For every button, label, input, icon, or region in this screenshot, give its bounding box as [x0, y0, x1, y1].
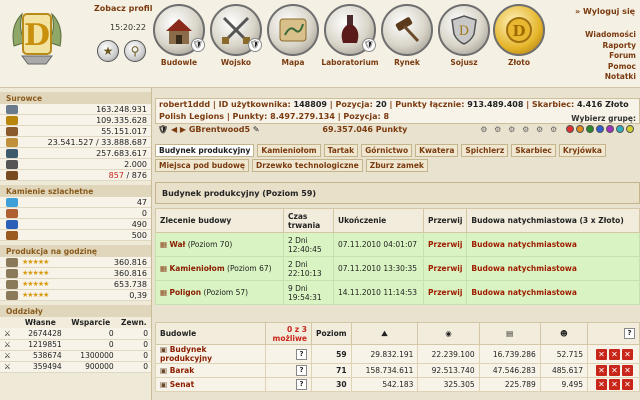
- nav-label: Mapa: [281, 58, 305, 67]
- alliance-points-value: 8.497.279.134: [270, 112, 335, 121]
- unit-support: 0: [65, 339, 117, 350]
- swordsman-icon: ⚔: [0, 339, 16, 350]
- gem-row: [0, 208, 151, 219]
- left-sidebar: [0, 88, 152, 400]
- treasury-value: 4.416 Złoto: [576, 100, 629, 109]
- building-name[interactable]: Senat: [169, 380, 195, 389]
- building-gold-cost: 92.513.740: [418, 364, 479, 378]
- production-stars: ★★★★★: [22, 258, 49, 266]
- tab-0[interactable]: Budynek produkcyjny: [155, 144, 254, 157]
- building-info-cell: [266, 345, 312, 364]
- building-wood-cost: 225.789: [479, 378, 540, 392]
- resource-value: 55.151.017: [101, 126, 147, 136]
- building-name-cell: [156, 364, 266, 378]
- units-table: [0, 317, 151, 373]
- queue-building-level: (Poziom 70): [187, 240, 233, 249]
- nav-laboratorium[interactable]: [321, 4, 379, 67]
- resource-icon: [6, 149, 18, 158]
- queue-building-cell: [156, 281, 284, 305]
- total-points-label: Punkty łącznie:: [395, 100, 465, 109]
- construction-queue-table: [155, 208, 640, 305]
- gem-icon: [6, 209, 18, 218]
- unavailable-x-icon[interactable]: ✕: [596, 365, 607, 376]
- queue-building-level: (Poziom 57): [203, 288, 249, 297]
- queue-building-cell: [156, 257, 284, 281]
- resource-row: [0, 148, 151, 159]
- building-actions-cell: [588, 364, 640, 378]
- nav-budowle[interactable]: [150, 4, 208, 67]
- shield-emblem-icon: [438, 4, 490, 56]
- building-workers-cost: 485.617: [540, 364, 587, 378]
- unit-external: 0: [117, 328, 151, 339]
- total-points-value: 913.489.408: [467, 100, 524, 109]
- production-resource-icon: [6, 291, 18, 300]
- production-value: 0,39: [129, 290, 147, 300]
- queue-instant-cell: [467, 281, 640, 305]
- position-label: Pozycja:: [335, 100, 373, 109]
- wood-resource-icon: ▤: [479, 323, 540, 345]
- resource-value-max: / 876: [123, 170, 147, 180]
- reports-link[interactable]: Raporty: [602, 40, 636, 50]
- unavailable-x-icon[interactable]: ✕: [609, 379, 620, 390]
- top-banner: [0, 0, 640, 88]
- tab-5[interactable]: Spichlerz: [461, 144, 508, 157]
- user-id-label: ID użytkownika:: [218, 100, 291, 109]
- unit-support: 0: [65, 328, 117, 339]
- resource-value: 2.000: [124, 159, 147, 169]
- spearman-icon: ⚔: [0, 361, 16, 372]
- instant-build-link[interactable]: Budowa natychmiastowa: [471, 288, 577, 297]
- main-panel: [155, 98, 640, 400]
- castle-flag-icons: ⚙ ⚙ ⚙ ⚙ ⚙ ⚙: [480, 125, 560, 134]
- building-row: [156, 364, 640, 378]
- resource-row: [0, 126, 151, 137]
- unit-own: 359494: [16, 361, 65, 372]
- units-col-support: Wsparcie: [65, 317, 117, 328]
- resource-row: [0, 159, 151, 170]
- svg-text:D: D: [512, 22, 526, 40]
- building-name[interactable]: Budynek produkcyjny: [160, 345, 213, 363]
- user-id-value: 148809: [293, 100, 327, 109]
- queue-row: [156, 281, 640, 305]
- queue-cancel-cell: [424, 257, 467, 281]
- units-col-own: Własne: [16, 317, 65, 328]
- resource-row: [0, 170, 151, 181]
- buildings-col-level: Poziom: [312, 323, 352, 345]
- building-name-cell: [156, 378, 266, 392]
- help-link[interactable]: Pomoc: [607, 61, 636, 71]
- building-gold-cost: 325.305: [418, 378, 479, 392]
- nav-label: Złoto: [507, 58, 531, 67]
- stone-resource-icon: ⛰: [351, 323, 418, 345]
- resource-icon: [6, 127, 18, 136]
- archer-icon: ⚔: [0, 328, 16, 339]
- resource-value: 163.248.931: [96, 104, 147, 114]
- queue-row: [156, 257, 640, 281]
- building-row: [156, 378, 640, 392]
- production-stars: ★★★★★: [22, 269, 49, 277]
- gem-value: 0: [141, 208, 147, 218]
- gem-icon: [6, 220, 18, 229]
- castle-points: 69.357.046 Punkty: [322, 125, 408, 134]
- gem-row: [0, 219, 151, 230]
- building-row: [156, 345, 640, 364]
- production-resource-icon: [6, 269, 18, 278]
- unavailable-x-icon[interactable]: ✕: [622, 349, 633, 360]
- production-row: [0, 279, 151, 290]
- castle-name[interactable]: GBrentwood5: [188, 125, 251, 134]
- resource-row: [0, 115, 151, 126]
- nav-zloto[interactable]: [490, 4, 548, 67]
- production-stars: ★★★★★: [22, 291, 49, 299]
- gem-value: 490: [131, 219, 147, 229]
- building-name-cell: [156, 345, 266, 364]
- nav-label: Budowle: [160, 58, 198, 67]
- section-header: Budynek produkcyjny (Poziom 59): [155, 182, 640, 204]
- tab-3[interactable]: Górnictwo: [361, 144, 412, 157]
- production-value: 360.816: [113, 268, 147, 278]
- unavailable-x-icon[interactable]: ✕: [622, 365, 633, 376]
- group-dot-7[interactable]: [626, 125, 634, 133]
- building-info-button[interactable]: ?: [296, 379, 307, 390]
- game-logo[interactable]: [8, 6, 66, 66]
- shield-badge-icon: 🛡: [362, 38, 376, 52]
- treasury-label: Skarbiec:: [531, 100, 575, 109]
- building-level: 71: [312, 364, 352, 378]
- player-info-box: [155, 98, 640, 124]
- alliance-position-value: 8: [383, 112, 390, 121]
- nav-label: Wojsko: [220, 58, 252, 67]
- unit-support: 1300000: [65, 350, 117, 361]
- unavailable-x-icon[interactable]: ✕: [609, 349, 620, 360]
- gem-row: [0, 197, 151, 208]
- building-info-button[interactable]: ?: [296, 349, 307, 360]
- queue-finish: 07.11.2010 13:30:35: [334, 257, 424, 281]
- building-info-cell: [266, 378, 312, 392]
- unit-row: [0, 328, 151, 339]
- queue-cancel-cell: [424, 233, 467, 257]
- unit-row: [0, 350, 151, 361]
- resource-icon: [6, 116, 18, 125]
- choose-group-label: Wybierz grupę:: [571, 114, 636, 123]
- messages-link[interactable]: Wiadomości: [585, 30, 636, 39]
- gems-list: [0, 197, 151, 241]
- buildings-col-name: Budowle: [156, 323, 266, 345]
- resources-list: [0, 104, 151, 181]
- castle-icon: [153, 4, 205, 56]
- nav-sojusz[interactable]: [435, 4, 493, 67]
- cancel-link[interactable]: Przerwij: [428, 288, 463, 297]
- unit-external: 0: [117, 350, 151, 361]
- alliance-line: Polish Legions | Punkty: 8.497.279.134 | Pozycja: 8: [159, 112, 390, 121]
- building-actions-cell: [588, 378, 640, 392]
- queue-building-cell: [156, 233, 284, 257]
- units-col-icon: [0, 317, 16, 328]
- right-quick-links: [585, 30, 636, 83]
- player-stats-line: robert1ddd | ID użytkownika: 148809 | Pozycja: 20 | Punkty łącznie: 913.489.408 | Skarbiec: 4.416 Złoto: [159, 100, 629, 109]
- alliance-position-label: Pozycja:: [343, 112, 381, 121]
- cancel-link[interactable]: Przerwij: [428, 264, 463, 273]
- production-value: 360.816: [113, 257, 147, 267]
- resource-value: 257.683.617: [96, 148, 147, 158]
- unit-external: 0: [117, 339, 151, 350]
- building-gold-cost: 22.239.100: [418, 345, 479, 364]
- gem-value: 47: [136, 197, 147, 207]
- alliance-points-label: Punkty:: [232, 112, 268, 121]
- nav-label: Rynek: [394, 58, 420, 67]
- units-col-external: Zewn.: [117, 317, 151, 328]
- unavailable-x-icon[interactable]: ✕: [596, 379, 607, 390]
- gem-row: [0, 230, 151, 241]
- queue-col-cancel: Przerwij: [424, 209, 467, 233]
- group-dot-2[interactable]: [576, 125, 584, 133]
- shield-badge-icon: 🛡: [191, 38, 205, 52]
- queue-finish: 07.11.2010 04:01:07: [334, 233, 424, 257]
- unit-row: [0, 339, 151, 350]
- building-info-button[interactable]: ?: [296, 365, 307, 376]
- building-tabs: [155, 144, 640, 172]
- resource-row: [0, 104, 151, 115]
- group-dot-3[interactable]: [586, 125, 594, 133]
- production-value: 653.738: [113, 279, 147, 289]
- nav-rynek[interactable]: [378, 4, 436, 67]
- unit-own: 2674428: [16, 328, 65, 339]
- nav-label: Laboratorium: [321, 58, 379, 67]
- queue-duration: 9 Dni 19:54:31: [284, 281, 334, 305]
- group-dot-4[interactable]: [596, 125, 604, 133]
- server-clock: 15:20:22: [110, 23, 146, 32]
- castle-emblem-icon: 🛡: [158, 125, 169, 134]
- gavel-icon: [381, 4, 433, 56]
- gem-icon: [6, 198, 18, 207]
- instant-build-link[interactable]: Budowa natychmiastowa: [471, 240, 577, 249]
- tab-4[interactable]: Kwatera: [415, 144, 458, 157]
- nav-wojsko[interactable]: [207, 4, 265, 67]
- buildings-table: [155, 322, 640, 392]
- resource-icon: [6, 160, 18, 169]
- building-name[interactable]: Barak: [169, 366, 195, 375]
- nav-mapa[interactable]: [264, 4, 322, 67]
- resource-value: 109.335.628: [96, 115, 147, 125]
- resource-icon: [6, 171, 18, 180]
- unavailable-x-icon[interactable]: ✕: [596, 349, 607, 360]
- potion-flask-icon: [324, 4, 376, 56]
- tab-2[interactable]: Tartak: [324, 144, 359, 157]
- nav-label: Sojusz: [450, 58, 478, 67]
- swords-icon: [210, 4, 262, 56]
- group-selector: [566, 125, 634, 133]
- rename-pencil-icon[interactable]: ✎: [252, 125, 260, 134]
- group-dot-6[interactable]: [616, 125, 624, 133]
- queue-duration: 2 Dni 12:40:45: [284, 233, 334, 257]
- notes-link[interactable]: Notatki: [604, 72, 636, 81]
- production-resource-icon: [6, 280, 18, 289]
- building-actions-cell: [588, 345, 640, 364]
- queue-instant-cell: [467, 233, 640, 257]
- queue-building-level: (Poziom 67): [227, 264, 272, 273]
- building-info-cell: [266, 364, 312, 378]
- building-level: 30: [312, 378, 352, 392]
- cavalry-icon: ⚔: [0, 350, 16, 361]
- cancel-link[interactable]: Przerwij: [428, 240, 463, 249]
- resources-heading: Surowce: [0, 92, 151, 104]
- unavailable-x-icon[interactable]: ✕: [622, 379, 633, 390]
- resource-row: [0, 137, 151, 148]
- tab-row2-2[interactable]: Zburz zamek: [366, 159, 428, 172]
- svg-text:D: D: [458, 24, 470, 39]
- map-scroll-icon: [267, 4, 319, 56]
- queue-col-order: Zlecenie budowy: [156, 209, 284, 233]
- unit-own: 538674: [16, 350, 65, 361]
- queue-building-name[interactable]: Kamieniołom: [169, 264, 225, 273]
- queue-building-name[interactable]: Poligon: [169, 288, 202, 297]
- unit-support: 900000: [65, 361, 117, 372]
- resource-value: [109, 171, 147, 180]
- unavailable-x-icon[interactable]: ✕: [609, 365, 620, 376]
- gem-icon: [6, 231, 18, 240]
- queue-col-instant: Budowa natychmiastowa (3 x Złoto): [467, 209, 640, 233]
- building-stone-cost: 542.183: [351, 378, 418, 392]
- tab-6[interactable]: Skarbiec: [511, 144, 556, 157]
- building-workers-cost: 9.495: [540, 378, 587, 392]
- gems-heading: Kamienie szlachetne: [0, 185, 151, 197]
- building-stone-cost: 29.832.191: [351, 345, 418, 364]
- gold-coin-icon: [493, 4, 545, 56]
- production-list: [0, 257, 151, 301]
- resource-icon: [6, 105, 18, 114]
- queue-cancel-cell: [424, 281, 467, 305]
- queue-finish: 14.11.2010 11:14:53: [334, 281, 424, 305]
- units-heading: Oddziały: [0, 305, 151, 317]
- position-value: 20: [375, 100, 387, 109]
- wall-icon: ▦: [160, 240, 170, 249]
- star-icon[interactable]: ★: [97, 40, 119, 62]
- tab-1[interactable]: Kamieniołom: [257, 144, 320, 157]
- building-wood-cost: 47.546.283: [479, 364, 540, 378]
- building-stone-cost: 158.734.611: [351, 364, 418, 378]
- prev-castle-arrow-icon[interactable]: ◀: [170, 125, 178, 134]
- building-level: 59: [312, 345, 352, 364]
- training-ground-icon: ▦: [160, 288, 170, 297]
- production-building-icon: ▣: [160, 345, 170, 354]
- unit-external: 0: [117, 361, 151, 372]
- forum-link[interactable]: Forum: [609, 51, 636, 60]
- magnifier-icon[interactable]: ⚲: [124, 40, 146, 62]
- building-wood-cost: 16.739.286: [479, 345, 540, 364]
- unit-own: 1219851: [16, 339, 65, 350]
- production-stars: ★★★★★: [22, 280, 49, 288]
- production-row: [0, 268, 151, 279]
- queue-col-duration: Czas trwania: [284, 209, 334, 233]
- barracks-icon: ▣: [160, 366, 170, 375]
- group-dot-1[interactable]: [566, 125, 574, 133]
- next-castle-arrow-icon[interactable]: ▶: [179, 125, 187, 134]
- tab-row2-0[interactable]: Miejsca pod budowę: [155, 159, 249, 172]
- svg-text:D: D: [23, 18, 51, 53]
- queue-col-finish: Ukończenie: [334, 209, 424, 233]
- group-dot-5[interactable]: [606, 125, 614, 133]
- view-profile-link[interactable]: Zobacz profil: [94, 4, 153, 13]
- queue-duration: 2 Dni 22:10:13: [284, 257, 334, 281]
- unit-row: [0, 361, 151, 372]
- help-button[interactable]: ?: [588, 323, 640, 345]
- production-resource-icon: [6, 258, 18, 267]
- gold-resource-icon: ◉: [418, 323, 479, 345]
- alliance-name[interactable]: Polish Legions: [159, 112, 225, 121]
- production-row: [0, 290, 151, 301]
- production-row: [0, 257, 151, 268]
- tab-row2-1[interactable]: Drzewko technologiczne: [252, 159, 363, 172]
- player-name[interactable]: robert1ddd: [159, 100, 211, 109]
- resource-icon: [6, 138, 18, 147]
- logout-link[interactable]: » Wyloguj się: [575, 7, 636, 16]
- workers-resource-icon: ☻: [540, 323, 587, 345]
- queue-building-name[interactable]: Wał: [169, 240, 186, 249]
- quarry-icon: ▦: [160, 264, 170, 273]
- building-workers-cost: 52.715: [540, 345, 587, 364]
- tab-7[interactable]: Kryjówka: [559, 144, 606, 157]
- production-heading: Produkcja na godzinę: [0, 245, 151, 257]
- resource-value-warning: 857: [108, 170, 124, 180]
- gem-value: 500: [131, 230, 147, 240]
- shield-badge-icon: 🛡: [248, 38, 262, 52]
- instant-build-link[interactable]: Budowa natychmiastowa: [471, 264, 577, 273]
- resource-value: 23.541.527 / 33.888.687: [47, 137, 147, 147]
- buildings-capacity: 0 z 3 możliwe: [266, 323, 312, 345]
- queue-instant-cell: [467, 257, 640, 281]
- queue-row: [156, 233, 640, 257]
- senate-icon: ▣: [160, 380, 170, 389]
